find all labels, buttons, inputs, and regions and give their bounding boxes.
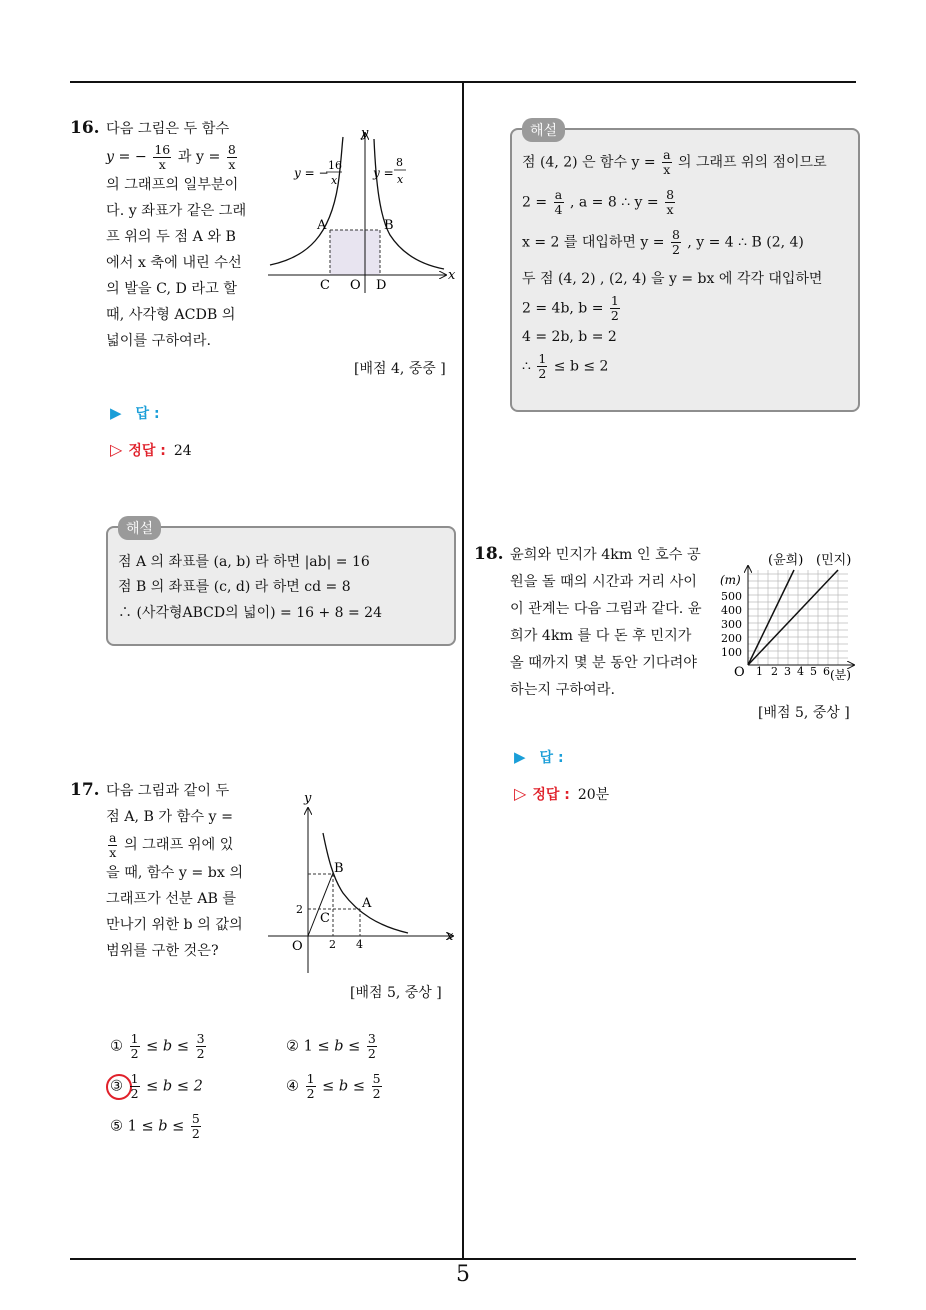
q18-y-tick-200: 200 [721,632,742,645]
q16-fraction-2: $\frac{8}{x}$ [227,141,236,172]
q16-right-num: 8 [396,156,403,169]
q16-line-7: 의 발을 C, D 라고 할 [106,281,238,297]
q16-explanation-line-2: 점 B 의 좌표를 (c, d) 라 하면 cd = 8 [118,579,351,595]
q17-choice-1[interactable]: ① $\frac{1}{2}$ ≤ b ≤ $\frac{3}{2}$ [110,1031,205,1061]
q16-label-right-func: y = [373,166,394,180]
q16-curve-right [374,139,444,269]
q17-explanation-line-4: 두 점 (4, 2) , (2, 4) 을 y = bx 에 각각 대입하면 [522,271,823,287]
q17-point-c: C [320,911,330,926]
q16-line-4: 다. y 좌표가 같은 그래 [106,203,247,219]
q18-solution-line: ▷ 정답 : 20분 [514,784,610,803]
q17-explanation-line-2: 2 = $\frac{a}{4}$ , a = 8 ∴ y = $\frac{8}{x}$ [522,187,675,217]
question-16-number: 16. [70,118,100,138]
q17-explanation-line-6: 4 = 2b, b = 2 [522,329,617,345]
q16-fraction-1: $\frac{16}{x}$ [154,141,171,172]
q18-x-unit: (분) [830,668,851,682]
q18-x-tick-4: 4 [797,665,804,678]
q17-y-axis-label: y [304,791,312,806]
q16-explanation-tag: 해설 [118,516,161,540]
q16-line-5: 프 위의 두 점 A 와 B [106,229,236,245]
q18-x-tick-6: 6 [823,665,830,678]
q18-legend-minji: (민지) [816,553,852,568]
q18-graph [718,548,860,688]
column-divider [462,83,464,1259]
q17-choice-5[interactable]: ⑤ 1 ≤ b ≤ $\frac{5}{2}$ [110,1111,200,1141]
question-18-number: 18. [474,544,504,564]
q17-fraction: $\frac{a}{x}$ [109,829,117,860]
q16-left-num: 16 [328,159,342,172]
q17-explanation-line-5: 2 = 4b, b = $\frac{1}{2}$ [522,293,619,323]
q17-explanation-line-7: ∴ $\frac{1}{2}$ ≤ b ≤ 2 [522,351,609,381]
q17-score: [배점 5, 중상 ] [350,985,442,1001]
bottom-rule [70,1258,856,1260]
q16-rectangle-acdb [330,230,380,275]
q18-solution-value: 20분 [577,787,610,803]
q18-y-unit: (m) [720,573,741,587]
q16-line-6: 에서 x 축에 내린 수선 [106,255,242,271]
q16-line-8: 때, 사각형 ACDB 의 [106,307,236,323]
q16-score: [배점 4, 중중 ] [354,361,446,377]
q18-y-tick-400: 400 [721,604,742,617]
q18-line-2: 원을 돌 때의 시간과 거리 사이 [510,574,698,590]
q17-line-6: 만나기 위한 b 의 값의 [106,917,243,933]
q18-line-3: 이 관계는 다음 그림과 같다. 윤 [510,601,702,617]
question-17-number: 17. [70,780,100,800]
q16-y-axis-label: y [361,126,369,141]
q16-graph [268,125,460,295]
play-icon: ▶ [110,404,122,422]
q17-line-1: 다음 그림과 같이 두 [106,783,230,799]
q16-answer-line: ▶ 답 : [110,404,160,422]
q16-solution-line: ▷ 정답 : 24 [110,440,192,459]
q16-left-den: x [331,174,338,187]
q17-point-a: A [362,896,372,911]
q17-graph [268,788,460,978]
q18-x-tick-1: 1 [756,665,763,678]
q16-point-c: C [320,278,330,293]
q17-explanation-tag: 해설 [522,118,565,142]
q17-line-5: 그래프가 선분 AB 를 [106,891,237,907]
q17-choice-4[interactable]: ④ $\frac{1}{2}$ ≤ b ≤ $\frac{5}{2}$ [286,1071,381,1101]
q16-point-d: D [376,278,387,293]
question-17-text [106,778,243,964]
q18-x-tick-5: 5 [810,665,817,678]
q17-origin: O [292,939,303,954]
q16-line-9: 넓이를 구하여라. [106,333,211,349]
q17-point-b: B [334,861,344,876]
q16-solution-value: 24 [173,443,192,459]
q18-line-1: 윤희와 민지가 4km 인 호수 공 [510,547,701,563]
q17-line-2: 점 A, B 가 함수 y = [106,809,233,825]
q16-x-axis-label: x [448,268,456,283]
q18-line-6: 하는지 구하여라. [510,682,615,698]
page-number: 5 [456,1262,470,1287]
q16-line-2: y = − $\frac{16}{x}$ 과 y = $\frac{8}{x}$ [106,141,236,172]
q18-y-tick-100: 100 [721,646,742,659]
q17-curve [323,833,408,933]
q18-x-tick-3: 3 [784,665,791,678]
q16-line-1: 다음 그림은 두 함수 [106,121,230,137]
q17-choice-2[interactable]: ② 1 ≤ b ≤ $\frac{3}{2}$ [286,1031,376,1061]
q18-line-5: 올 때까지 몇 분 동안 기다려야 [510,655,698,671]
question-16-text [106,116,246,354]
q18-grid [748,570,848,665]
q16-explanation-line-3: ∴ (사각형ABCD의 넓이) = 16 + 8 = 24 [118,605,382,621]
q17-tick-x-4: 4 [356,938,363,951]
outline-triangle-icon: ▷ [110,440,123,459]
q17-tick-y-2: 2 [296,903,303,916]
q17-line-3: $\frac{a}{x}$ 의 그래프 위에 있 [109,829,234,860]
play-icon: ▶ [514,748,526,766]
q18-legend-yunhee: (윤희) [768,553,804,568]
q18-line-4: 희가 4km 를 다 돈 후 민지가 [510,628,692,644]
q17-explanation-line-1: 점 (4, 2) 은 함수 y = $\frac{a}{x}$ 의 그래프 위의 점이므로 [522,147,827,177]
q17-choice-3[interactable]: ③ $\frac{1}{2}$ ≤ b ≤ 2 [110,1071,203,1101]
q16-explanation-line-1: 점 A 의 좌표를 (a, b) 라 하면 |ab| = 16 [118,554,370,570]
q17-line-7: 범위를 구한 것은? [106,943,219,959]
q16-point-a: A [317,218,327,233]
q16-label-left-func: y = − [294,166,329,180]
q17-explanation-line-3: x = 2 를 대입하면 y = $\frac{8}{2}$ , y = 4 ∴ B (2, 4) [522,227,804,257]
q18-origin: O [734,665,745,680]
q18-y-tick-500: 500 [721,590,742,603]
q18-score: [배점 5, 중상 ] [758,705,850,721]
q18-answer-line: ▶ 답 : [514,748,564,766]
q17-x-axis-label: x [446,929,454,944]
q16-right-den: x [397,173,404,186]
q17-tick-x-2: 2 [329,938,336,951]
q17-line-4: 을 때, 함수 y = bx 의 [106,865,244,881]
outline-triangle-icon: ▷ [514,784,527,803]
q18-x-tick-2: 2 [771,665,778,678]
q16-line-3: 의 그래프의 일부분이 [106,177,239,193]
question-18-text [510,542,702,704]
q17-line-y-bx [308,873,333,936]
q18-y-tick-300: 300 [721,618,742,631]
q16-origin: O [350,278,361,293]
q16-point-b: B [384,218,394,233]
